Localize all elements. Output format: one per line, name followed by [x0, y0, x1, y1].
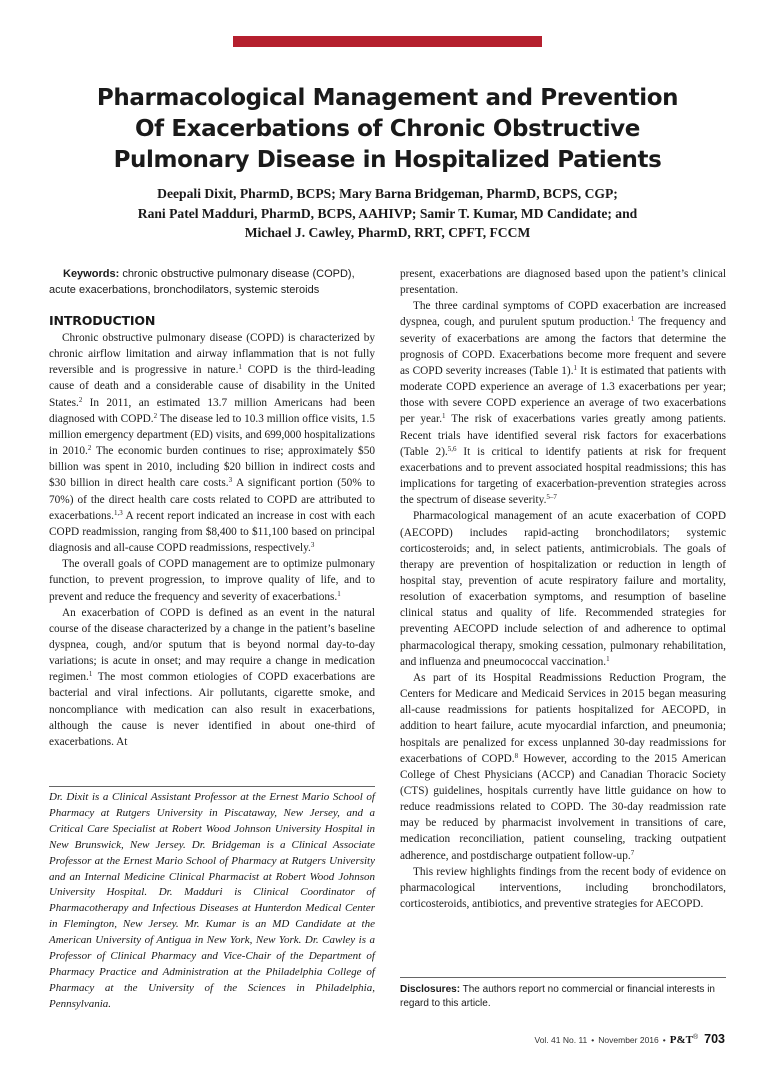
- paragraph-text: The overall goals of COPD management are to optimize pulmonary function, to prevent progression, to improve quality of life, and to prevent and reduce the frequency and severity of exacerbations.: [49, 558, 375, 603]
- paragraph-text: The most common etiologies of COPD exacerbations are bacterial and viral infections. Air pollutants, cigarette smoke, and noncompliance with medication can also result in exacerbations, although the cause is never identified in about one-third of exacerbations. At: [49, 671, 375, 748]
- reference-superscript: 1: [88, 670, 93, 679]
- title-line: Pulmonary Disease in Hospitalized Patients: [113, 147, 662, 173]
- reference-superscript: 1,3: [113, 508, 123, 517]
- reference-superscript: 2: [78, 395, 83, 404]
- reference-superscript: 2: [87, 444, 92, 453]
- page-number: 703: [704, 1032, 725, 1046]
- paragraph-text: Chronic obstructive pulmonary disease (COPD) is characterized by chronic airflow limitation and airway inflammation that is not fully reversible and is progressive in nature.: [49, 332, 375, 377]
- reference-superscript: 5,6: [447, 444, 457, 453]
- paragraph-text: It is critical to identify patients at risk for frequent exacerbations and to prevent associated hospital readmissions; this has implications for targeting of exacerbation-prevention strategies across the spectrum of disease severity.: [400, 445, 726, 507]
- reference-superscript: 1: [630, 315, 635, 324]
- paragraph-text: The three cardinal symptoms of COPD exacerbation are increased dyspnea, cough, and purulent sputum production.: [400, 300, 726, 329]
- author-line: Michael J. Cawley, PharmD, RRT, CPFT, FCCM: [244, 225, 531, 240]
- reference-superscript: 3: [228, 476, 233, 485]
- author-line: Rani Patel Madduri, PharmD, BCPS, AAHIVP; Samir T. Kumar, MD Candidate; and: [137, 205, 638, 221]
- paragraph-text: The frequency and severity of exacerbations are among the factors that determine the prognosis of COPD. Exacerbations become more frequent and severe as COPD severity increases (Table 1).: [400, 316, 726, 377]
- paragraph-text: present, exacerbations are diagnosed based upon the patient’s clinical presentation.: [400, 268, 726, 297]
- footer-separator: •: [591, 1035, 595, 1045]
- keywords: [49, 266, 375, 298]
- paragraph-text: An exacerbation of COPD is defined as an event in the natural course of the disease characterized by a change in the patient’s baseline dyspnea, cough, and/or sputum that is beyond normal day-to-day variations; is acute in onset; and may require a change in medication regimen.: [49, 606, 375, 684]
- paragraph-text: It is estimated that patients with moderate COPD experience an average of 1.3 exacerbations per year; those with severe COPD experience an average of two exacerbations per year.: [400, 364, 726, 426]
- footer-issue: Vol. 41 No. 11: [534, 1035, 588, 1045]
- diagnosis-paragraph: [400, 266, 726, 298]
- reference-superscript: 2: [153, 411, 158, 420]
- footer-date: November 2016: [598, 1035, 659, 1045]
- journal-name: P&T: [669, 1034, 693, 1046]
- paragraph-text: This review highlights findings from the recent body of evidence on pharmacological interventions, including bronchodilators, corticosteroids, antibiotics, and preventive strategies for AECOPD.: [400, 865, 726, 911]
- disclosures-label: Disclosures:: [400, 984, 461, 995]
- goals-paragraph: [49, 556, 375, 604]
- disclosures-text: The authors report no commercial or financial interests in regard to this article.: [400, 984, 715, 1009]
- header-accent-bar: [233, 36, 542, 47]
- paragraph-text: COPD is the third-leading cause of death and a considerable cause of disability in the United States.: [49, 364, 376, 409]
- reference-superscript: 8: [514, 751, 519, 760]
- reference-superscript: 7: [630, 848, 635, 857]
- author-line: Deepali Dixit, PharmD, BCPS; Mary Barna Bridgeman, PharmD, BCPS, CGP;: [157, 186, 618, 201]
- right-column: [400, 266, 726, 912]
- management-paragraph: [400, 508, 726, 670]
- reference-superscript: 1: [573, 363, 578, 372]
- definition-paragraph: [49, 605, 375, 750]
- disclosures: [400, 977, 726, 1011]
- footer-separator: •: [662, 1035, 666, 1045]
- paragraph-text: However, according to the 2015 American College of Chest Physicians (ACCP) and Canadian Thoracic Society (CTS) guidelines, hospitals currently have little guidance on how to reduce readmissions related to COPD. The 30-day readmission rate may be reduced by pharmacist involvement in transitions of care, medication reconciliation, patient counseling, tracking outpatient adherence, and postdischarge outpatient follow-up.: [400, 752, 726, 862]
- page-footer: [535, 1032, 726, 1046]
- title-line: Pharmacological Management and Prevention: [96, 85, 679, 111]
- author-list: [40, 184, 735, 243]
- paragraph-text: The disease led to 10.3 million office visits, 1.5 million emergency department (ED) visits, and 699,000 hospitalizations in 2010.: [49, 412, 375, 458]
- intro-paragraph: [49, 330, 375, 556]
- paragraph-text: Pharmacological management of an acute exacerbation of COPD (AECOPD) includes rapid-acting bronchodilators; systemic corticosteroids; and, in select patients, antimicrobials. The goals of therapy are prevention of hospitalization or reduction in length of hospital stay, prevention of acute respiratory failure and mortality, resolution of exacerbation symptoms, and resumption of baseline clinical status and quality of life. Recommended strategies for preventing AECOPD include selection of and adherence to optimal pharmacological therapy, smoking cessation, pulmonary rehabilitation, and influenza and pneumococcal vaccination.: [400, 510, 726, 668]
- symptoms-paragraph: [400, 298, 726, 508]
- reference-superscript: 1: [238, 363, 242, 372]
- paragraph-text: In 2011, an estimated 13.7 million Americans had been diagnosed with COPD.: [49, 396, 375, 425]
- paragraph-text: The risk of exacerbations varies greatly among patients. Recent trials have identified several risk factors for exacerbations (Table 2).: [400, 413, 726, 458]
- section-heading: INTRODUCTION: [49, 313, 156, 328]
- paragraph-text: A recent report indicated an increase in cost with each COPD readmission, ranging from $8,400 to $11,100 based on principal diagnosis and all-cause COPD readmissions, respectively.: [49, 509, 375, 555]
- readmissions-paragraph: [400, 670, 726, 864]
- paragraph-text: As part of its Hospital Readmissions Reduction Program, the Centers for Medicare and Medicaid Services in 2015 began measuring all-cause readmissions for patients hospitalized for AECOPD, in addition to heart failure, acute myocardial infarction, and pneumonia; hospitals are penalized for excess unplanned 30-day readmissions for exacerbations of COPD.: [400, 671, 726, 765]
- paragraph-text: A significant portion (50% to 70%) of the direct health care costs related to COPD are attributed to exacerbations.: [49, 477, 376, 522]
- left-column: [49, 266, 375, 750]
- reference-superscript: 1: [337, 589, 341, 598]
- reference-superscript: 3: [310, 541, 315, 550]
- review-scope-paragraph: [400, 864, 726, 912]
- title-line: Of Exacerbations of Chronic Obstructive: [135, 116, 640, 142]
- article-title: [40, 83, 735, 176]
- reference-superscript: 1: [606, 654, 610, 663]
- author-bio: Dr. Dixit is a Clinical Assistant Professor at the Ernest Mario School of Pharmacy at Rutgers University in Piscataway, New Jersey, and a Critical Care Specialist at Robert Wood Johnson University Hospital in New Brunswick, New Jersey. Dr. Bridgeman is a Clinical Associate Professor at the Ernest Mario School of Pharmacy at Rutgers University and an Internal Medicine Clinical Pharmacist at Robert Wood Johnson University Hospital. Dr. Madduri is Clinical Coordinator of Pharmacotherapy and Infectious Diseases at Hunterdon Medical Center in Flemington, New Jersey. Mr. Kumar is an MD Candidate at the American University of Antigua in New York, New York. Dr. Cawley is a Professor of Clinical Pharmacy and Vice-Chair of the Department of Pharmacy Practice and Administration at the Philadelphia College of Pharmacy at the University of the Sciences in Philadelphia, Pennsylvania.: [49, 786, 375, 1013]
- paragraph-text: The economic burden continues to rise; approximately $50 billion was spent in 2010, including $20 billion in indirect costs and $30 billion in direct health care costs.: [49, 445, 376, 490]
- reference-superscript: 5–7: [546, 493, 557, 502]
- keywords-label: Keywords:: [63, 268, 120, 280]
- keywords-text: chronic obstructive pulmonary disease (COPD), acute exacerbations, bronchodilators, systemic steroids: [49, 268, 355, 296]
- reference-superscript: 1: [442, 412, 446, 421]
- registered-mark: ®: [692, 1034, 699, 1041]
